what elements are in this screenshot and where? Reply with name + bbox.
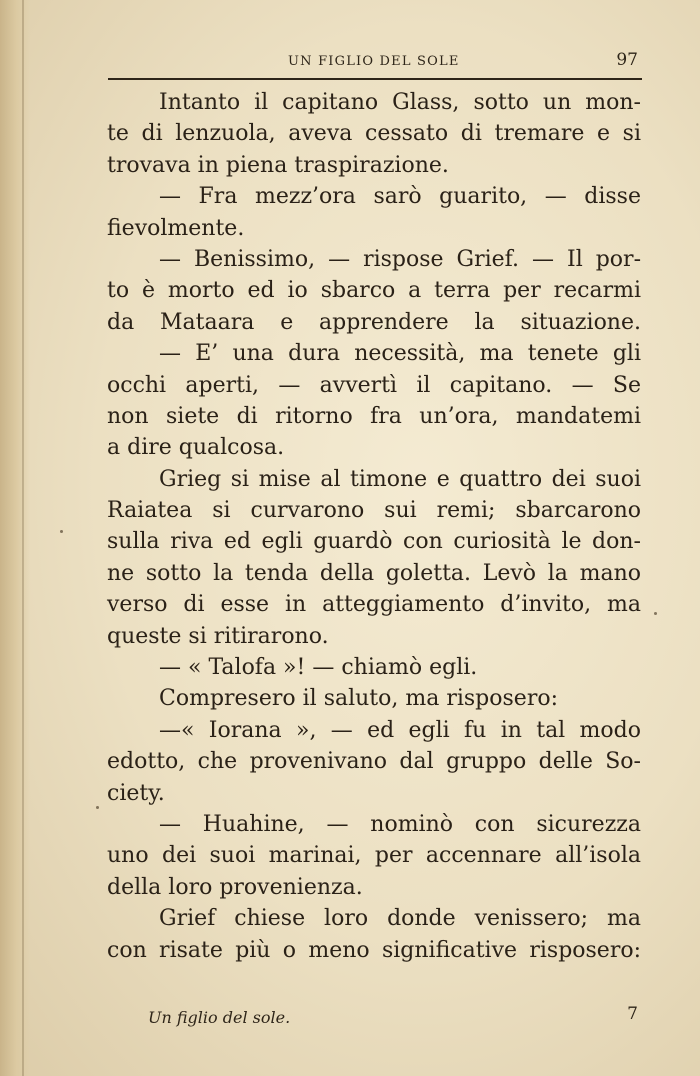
text-line: ne sotto la tenda della goletta. Levò la mano [107,560,641,586]
text-line: — Fra mezz’ora sarò guarito, — disse [159,184,641,210]
spine-edge [22,0,24,1076]
text-line: Raiatea si curvarono sui remi; sbarcarono [107,498,641,524]
text-line: edotto, che provenivano dal gruppo delle So- [107,749,641,775]
page-footer [108,1004,642,1032]
text-line: uno dei suoi marinai, per accennare all’isola [107,843,641,869]
text-line: con risate più o meno significative risposero: [107,937,641,963]
text-line: — E’ una dura necessità, ma tenete gli [159,341,641,367]
text-line: queste si ritirarono. [107,623,329,649]
text-line: Compresero il saluto, ma risposero: [159,686,558,712]
text-line: sulla riva ed egli guardò con curiosità le don- [107,529,641,555]
text-line: non siete di ritorno fra un’ora, mandatemi [107,403,641,429]
paper-speck [96,806,99,809]
text-line: occhi aperti, — avvertì il capitano. — Se [107,372,641,398]
text-line: da Mataara e apprendere la situazione. [107,309,641,335]
running-head [108,50,642,74]
signature-number: 7 [627,1004,638,1024]
text-line: a dire qualcosa. [107,435,285,461]
signature-mark: Un figlio del sole. [148,1008,291,1027]
text-line: Intanto il capitano Glass, sotto un mon- [159,90,641,115]
text-line: — Benissimo, — rispose Grief. — Il por- [159,246,641,272]
header-rule [108,78,642,80]
body-text [107,87,641,966]
text-line: Grieg si mise al timone e quattro dei suoi [159,466,641,492]
text-line: — Huahine, — nominò con sicurezza [159,811,641,837]
text-line: trovava in piena traspirazione. [107,152,449,178]
text-line: — « Talofa »! — chiamò egli. [159,655,478,681]
page-number: 97 [616,50,638,70]
text-line: verso di esse in atteggiamento d’invito, ma [107,592,641,618]
text-line: Grief chiese loro donde venissero; ma [159,906,641,932]
text-line: ciety. [107,780,165,806]
text-line: della loro provenienza. [107,874,363,900]
running-title: UN FIGLIO DEL SOLE [288,54,460,69]
book-spine-shadow [0,0,30,1076]
text-line: te di lenzuola, aveva cessato di tremare e si [107,121,641,147]
paper-speck [654,612,657,615]
paper-speck [60,530,63,533]
text-line: fievolmente. [107,215,245,241]
text-line: —« Iorana », — ed egli fu in tal modo [159,717,641,743]
text-line: to è morto ed io sbarco a terra per recarmi [107,278,641,304]
